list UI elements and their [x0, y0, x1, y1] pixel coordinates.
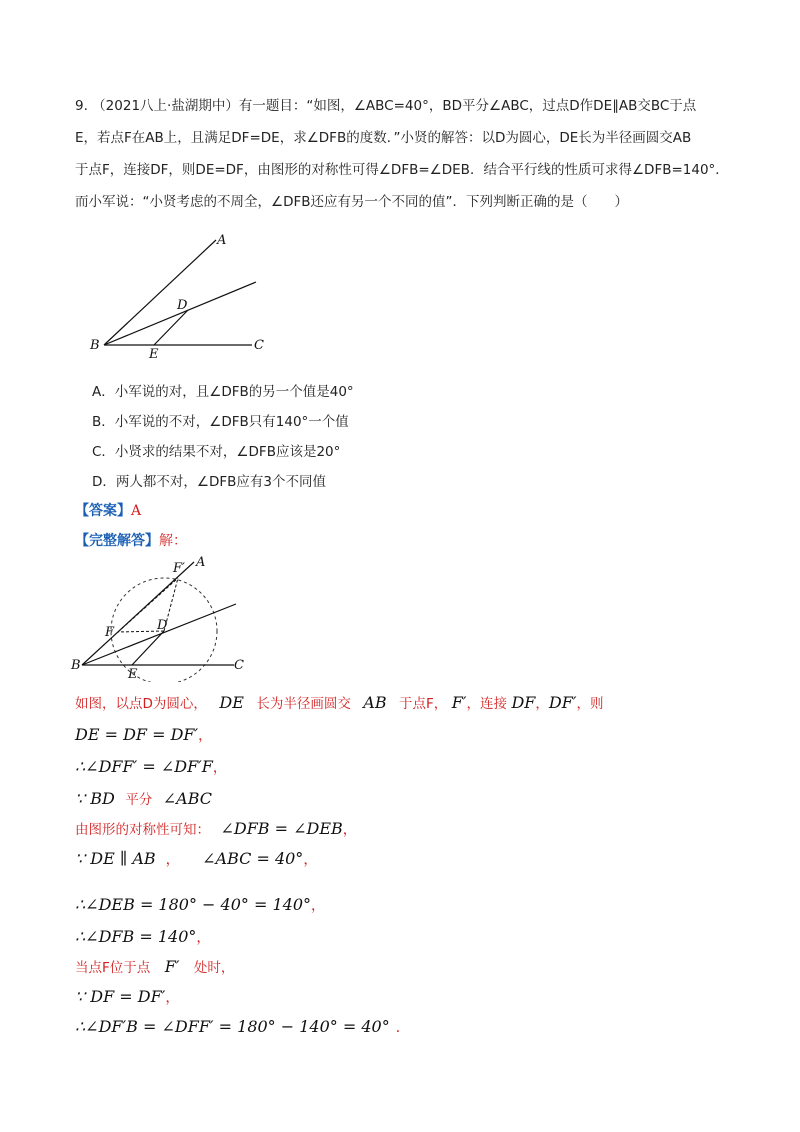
segment-ffp: [118, 578, 178, 632]
step-4-math-a: ∵ BD: [75, 789, 115, 808]
step-6-comma-a: ，: [165, 852, 180, 868]
step-4-text-b: 平分: [125, 792, 153, 808]
step-7: [75, 894, 325, 917]
step-1-text-c: 长为半径画圆交: [256, 696, 351, 712]
option-c[interactable]: C．小贤求的结果不对，∠DFB应该是20°: [92, 444, 341, 460]
segment-de: [132, 631, 164, 665]
figure-2: [70, 552, 260, 682]
step-1: [75, 692, 603, 715]
step-1-math-fp: F′: [451, 693, 467, 712]
step-9-text-a: 当点F位于点: [75, 960, 151, 976]
step-3-math: ∴∠DFF′ = ∠DF′F: [75, 757, 213, 776]
label-a: A: [196, 555, 206, 570]
step-8-math: ∴∠DFB = 140°: [75, 927, 197, 946]
step-9: [75, 956, 234, 979]
step-4-math-c: ∠ABC: [162, 789, 213, 808]
step-1-math-ab: AB: [363, 693, 387, 712]
label-b: B: [90, 338, 100, 353]
step-2-comma: ，: [198, 728, 213, 744]
step-11-period: ．: [395, 1020, 410, 1036]
solution-label: 【完整解答】: [75, 533, 159, 549]
step-1-text-g: ，连接: [466, 696, 507, 712]
step-10-comma: ，: [165, 990, 180, 1006]
label-b: B: [71, 658, 81, 673]
question-line-2: E，若点F在AB上，且满足DF=DE，求∠DFB的度数．”小贤的解答：以D为圆心，DE长为半径画圆交AB: [75, 130, 692, 146]
label-d: D: [157, 618, 168, 633]
step-2-math: DE = DF = DF′: [75, 725, 199, 744]
step-3: [75, 756, 227, 779]
step-1-math-df: DF: [511, 693, 536, 712]
answer-value: A: [131, 503, 142, 519]
step-11-math: ∴∠DF′B = ∠DFF′ = 180° − 140° = 40°: [75, 1017, 390, 1036]
label-e: E: [128, 667, 138, 682]
label-a: A: [217, 233, 227, 248]
step-4: [75, 788, 212, 811]
question-line-1: 9. （2021八上·盐湖期中）有一题目：“如图，∠ABC=40°，BD平分∠ABC，过点D作DE∥AB交BC于点: [75, 98, 697, 114]
label-e: E: [149, 347, 159, 360]
label-f: F: [105, 625, 115, 640]
step-1-text-e: 于点F，: [399, 696, 448, 712]
step-5-comma: ，: [342, 822, 357, 838]
step-8: [75, 926, 210, 949]
step-10: [75, 986, 179, 1009]
step-7-comma: ，: [311, 898, 326, 914]
step-5-text-a: 由图形的对称性可知：: [75, 822, 210, 838]
label-c: C: [254, 338, 264, 353]
step-9-text-c: 处时，: [193, 960, 235, 976]
step-1-text-i: ，: [535, 696, 549, 712]
step-5: [75, 818, 357, 841]
step-8-comma: ，: [196, 930, 211, 946]
step-1-text-k: ，则: [576, 696, 604, 712]
step-9-math-fp: F′: [164, 957, 180, 976]
option-d[interactable]: D．两人都不对，∠DFB应有3个不同值: [92, 474, 327, 490]
segment-ba: [104, 240, 216, 345]
step-5-math-b: ∠DFB = ∠DEB: [220, 819, 343, 838]
answer-label: 【答案】: [75, 503, 131, 519]
step-1-text-a: 如图，以点D为圆心，: [75, 696, 207, 712]
label-fp: F′: [173, 561, 185, 576]
step-6-comma-b: ，: [303, 852, 318, 868]
step-6-math-a: ∵ DE ∥ AB: [75, 849, 156, 868]
option-a[interactable]: A．小军说的对，且∠DFB的另一个值是40°: [92, 384, 354, 400]
figure-1: [80, 230, 300, 360]
answer-row: [75, 500, 141, 520]
question-line-3: 于点F，连接DF，则DE=DF，由图形的对称性可得∠DFB=∠DEB．结合平行线的性质可求得∠DFB=140°．: [75, 162, 729, 178]
label-c: C: [234, 658, 244, 673]
step-7-math: ∴∠DEB = 180° − 40° = 140°: [75, 895, 312, 914]
step-1-math-dfp: DF′: [548, 693, 577, 712]
step-6: [75, 848, 317, 871]
segment-de: [154, 310, 188, 345]
option-b[interactable]: B．小军说的不对，∠DFB只有140°一个值: [92, 414, 349, 430]
question-line-4: 而小军说：“小贤考虑的不周全，∠DFB还应有另一个不同的值”．下列判断正确的是（ ）: [75, 194, 629, 210]
step-2: [75, 724, 212, 747]
ray-bd: [104, 282, 256, 345]
step-1-math-de: DE: [219, 693, 244, 712]
solution-row: [75, 530, 187, 550]
step-11: [75, 1016, 410, 1039]
step-3-comma: ，: [212, 760, 227, 776]
step-6-math-b: ∠ABC = 40°: [202, 849, 304, 868]
label-d: D: [177, 298, 188, 313]
solution-value: 解：: [159, 533, 187, 549]
step-10-math: ∵ DF = DF′: [75, 987, 166, 1006]
